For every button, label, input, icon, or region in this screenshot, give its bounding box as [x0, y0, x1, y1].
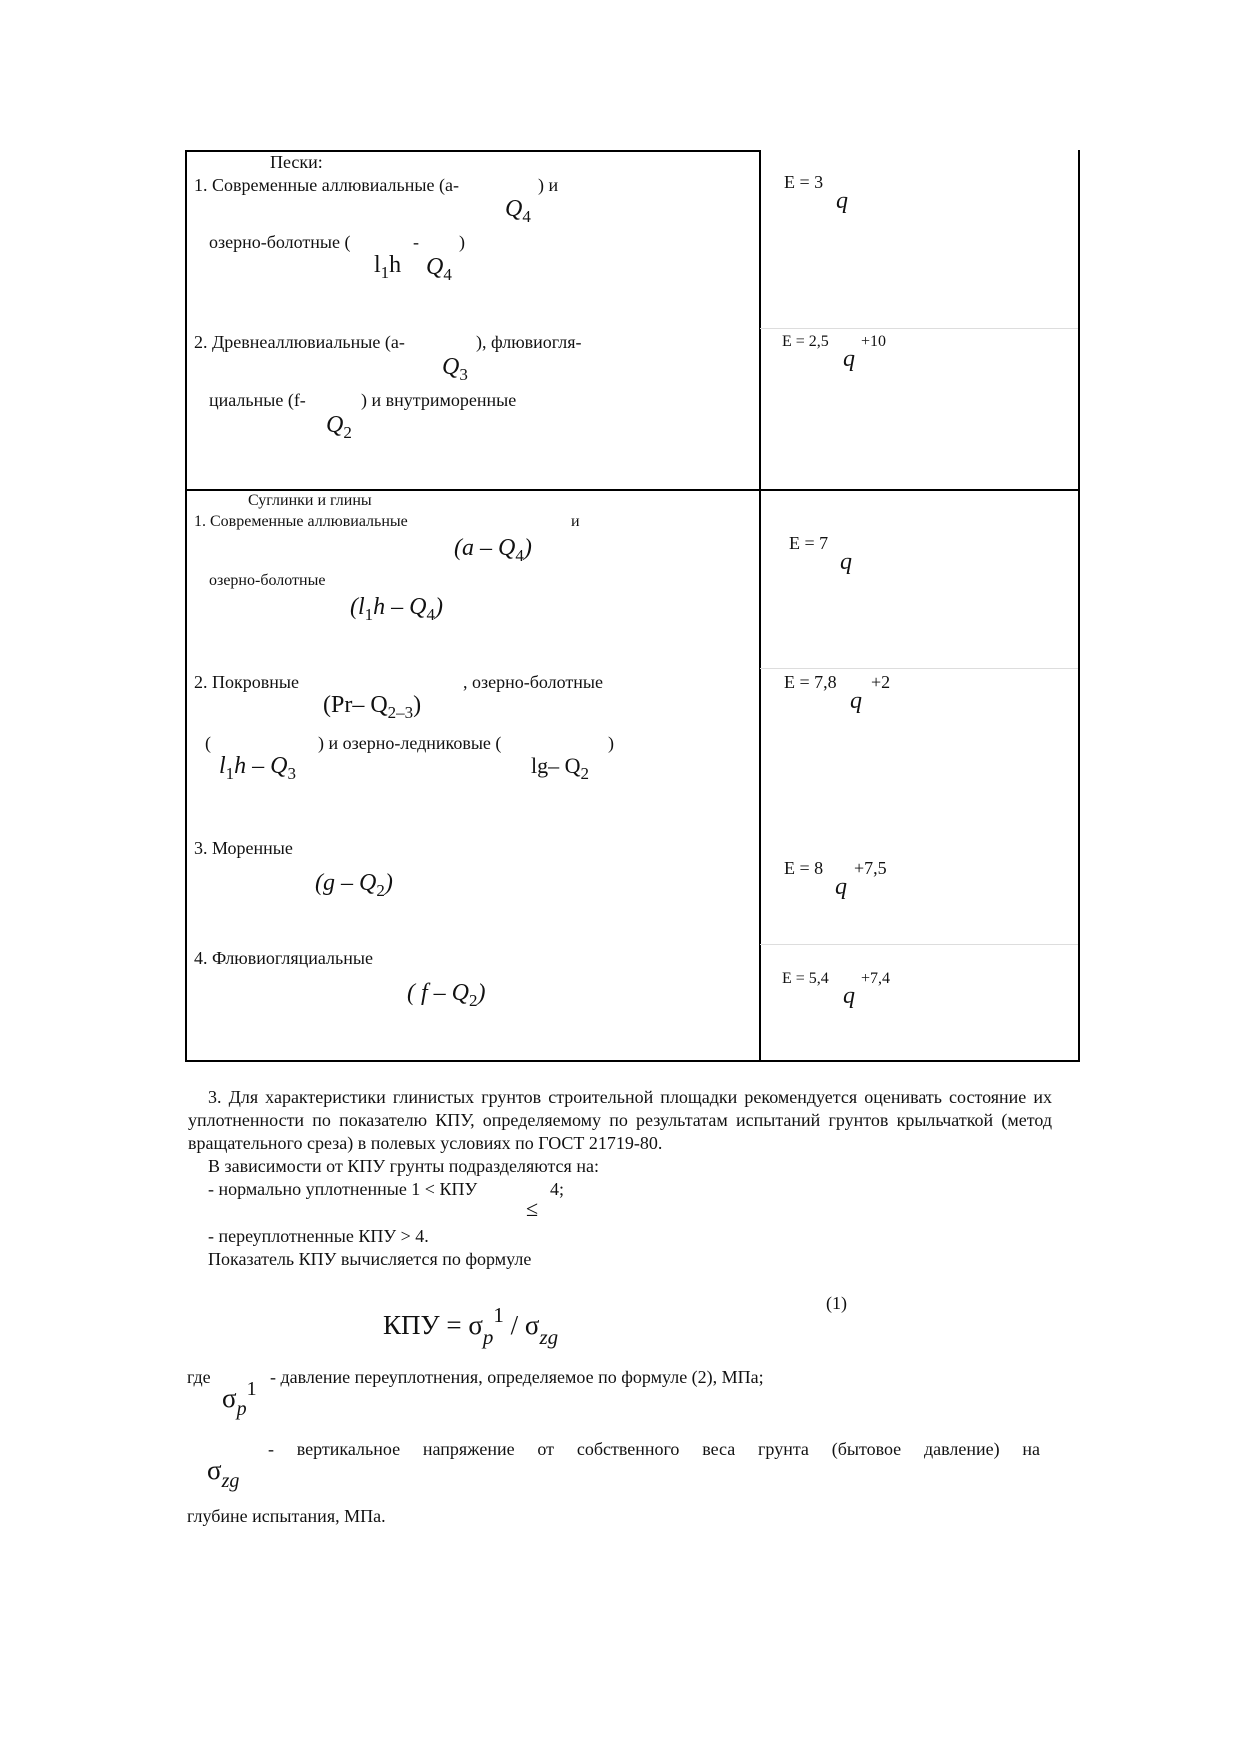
clays-row3-plus: +7,5 [854, 858, 887, 878]
clays-row2-line2-open: ( [205, 733, 211, 753]
paragraph-formula-intro: Показатель КПУ вычисляется по формуле [208, 1249, 532, 1269]
sigma-zg-symbol [207, 1455, 240, 1492]
formula-text: (Pr– Q [323, 692, 388, 718]
equation-number: (1) [826, 1293, 847, 1313]
clays-row1-formula-b [350, 594, 444, 624]
clays-row2-line1-end: , озерно-болотные [463, 672, 603, 692]
subscript: 2 [343, 423, 352, 442]
subscript: 2 [469, 991, 478, 1010]
clays-row3-value: E = 8 [784, 858, 824, 878]
sands-row1-line2-dash: - [413, 232, 419, 252]
l-symbol: l [374, 252, 381, 278]
sands-row1-line2-end: ) [459, 232, 465, 252]
sands-row1-l1h [374, 252, 402, 282]
q-symbol: Q [505, 196, 523, 222]
clays-row1-line1: 1. Современные аллювиальные [194, 513, 408, 530]
sands-row1-value: E = 3 [784, 172, 824, 192]
q-symbol: Q [426, 254, 444, 280]
clays-row2-formula-c [531, 753, 589, 783]
table-divider-vertical [759, 150, 761, 1062]
q-symbol: Q [442, 354, 460, 380]
sands-row1-q4 [505, 196, 531, 226]
sands-header: Пески: [270, 152, 323, 172]
definition-sigma-p: - давление переуплотнения, определяемое по формуле (2), МПа; [270, 1367, 764, 1387]
sands-row2-q-var: q [843, 346, 855, 372]
superscript: 1 [246, 1378, 257, 1400]
subscript: 3 [287, 764, 297, 783]
clays-row4-q-var: q [843, 983, 855, 1009]
sands-row2-line2: циальные (f- [209, 390, 306, 410]
clays-row4-line1: 4. Флювиогляциальные [194, 948, 373, 968]
paragraph-kpu-classes: В зависимости от КПУ грунты подразделяются на: [208, 1156, 599, 1176]
formula-text: КПУ = σ [383, 1310, 483, 1340]
list-item-normal-end: 4; [550, 1179, 565, 1199]
sigma-symbol: σ [222, 1383, 237, 1413]
sigma-p-symbol [222, 1378, 257, 1420]
clays-row2-value: E = 7,8 [784, 672, 837, 692]
table-divider-horizontal [185, 489, 1080, 491]
subscript: p [236, 1398, 247, 1420]
clays-row1-value: E = 7 [789, 533, 829, 553]
list-item-normal: - нормально уплотненные 1 < КПУ [208, 1179, 478, 1199]
subscript: 3 [459, 365, 468, 384]
formula-text: h – Q [234, 753, 288, 779]
formula-text: ) [413, 692, 422, 718]
formula-text: ( f – Q [407, 980, 469, 1006]
kpu-formula [383, 1303, 559, 1349]
clays-row4-formula [407, 980, 486, 1010]
clays-row2-line2-end: ) [608, 733, 614, 753]
subscript: 4 [515, 546, 524, 565]
subscript: 2 [376, 881, 385, 900]
subscript: 2–3 [387, 703, 414, 722]
clays-row4-value: E = 5,4 [782, 970, 829, 987]
clays-row2-formula-b [219, 753, 297, 783]
sands-row1-line1-end: ) и [538, 175, 559, 195]
formula-text: h – Q [373, 594, 427, 620]
sigma-symbol: σ [207, 1455, 222, 1485]
subscript: zg [221, 1470, 240, 1492]
cell-separator [760, 328, 1078, 329]
formula-text: ) [435, 594, 444, 620]
clays-header: Суглинки и глины [248, 492, 372, 509]
h-symbol: h [389, 252, 402, 278]
q-symbol: Q [326, 412, 344, 438]
clays-row2-line1: 2. Покровные [194, 672, 299, 692]
list-item-over: - переуплотненные КПУ > 4. [208, 1226, 429, 1246]
sands-row2-line1-end: ), флювиогля- [476, 332, 582, 352]
paragraph-kpu-intro: 3. Для характеристики глинистых грунтов строительной площадки рекомендуется оценивать состояние их уплотненности по показателю КПУ, определяемому по результатам испытаний грунтов крыльчаткой (метод вращательного среза) в полевых условиях по ГОСТ 21719-80. [188, 1087, 1052, 1153]
subscript: 4 [426, 605, 436, 624]
where-label: где [187, 1367, 211, 1387]
subscript: 1 [364, 605, 374, 624]
subscript: zg [539, 1325, 559, 1349]
subscript: 1 [380, 263, 390, 282]
sands-row2-line1: 2. Древнеаллювиальные (a- [194, 332, 405, 352]
definition-sigma-zg: - вертикальное напряжение от собственного веса грунта (бытовое давление) на [268, 1439, 1040, 1459]
clays-row2-formula-a [323, 692, 422, 722]
sands-row1-line2: озерно-болотные ( [209, 232, 351, 252]
sands-row2-plus: +10 [861, 333, 887, 350]
formula-text: ) [384, 870, 393, 896]
clays-row1-formula-a [454, 535, 532, 565]
formula-text: (a – Q [454, 535, 516, 561]
sands-row2-q2 [326, 412, 352, 442]
cell-separator [760, 944, 1078, 945]
subscript: 1 [225, 764, 235, 783]
clays-row3-q-var: q [835, 874, 847, 900]
formula-text: / σ [503, 1310, 540, 1340]
formula-text: ) [523, 535, 532, 561]
formula-text: ) [477, 980, 486, 1006]
sands-row1-q-var: q [836, 188, 848, 214]
cell-separator [760, 668, 1078, 669]
clays-row4-plus: +7,4 [861, 970, 891, 987]
formula-text: (l [350, 594, 365, 620]
subscript: 2 [580, 764, 589, 783]
table-border-bottom [185, 1060, 1080, 1062]
clays-row3-formula [315, 870, 393, 900]
subscript: p [482, 1325, 494, 1349]
clays-row1-line2: озерно-болотные [209, 572, 326, 589]
formula-text: (g – Q [315, 870, 377, 896]
le-symbol: ≤ [526, 1196, 539, 1221]
formula-text: lg– Q [531, 753, 581, 778]
clays-row2-plus: +2 [871, 672, 891, 692]
clays-row2-q-var: q [850, 688, 862, 714]
formula-text: l [219, 753, 226, 779]
clays-row3-line1: 3. Моренные [194, 838, 293, 858]
sands-row1-q4-b [426, 254, 452, 284]
definition-sigma-zg-cont: глубине испытания, МПа. [187, 1506, 386, 1526]
sands-row2-line2-end: ) и внутриморенные [361, 390, 517, 410]
clays-row2-line2-mid: ) и озерно-ледниковые ( [318, 733, 502, 753]
clays-row1-and: и [571, 513, 580, 530]
subscript: 4 [522, 207, 531, 226]
subscript: 4 [443, 265, 452, 284]
clays-row1-q-var: q [840, 549, 852, 575]
sands-row2-q3 [442, 354, 468, 384]
table-border-right [1078, 150, 1080, 1062]
superscript: 1 [493, 1303, 504, 1327]
sands-row1-line1: 1. Современные аллювиальные (a- [194, 175, 459, 195]
sands-row2-value: E = 2,5 [782, 333, 829, 350]
table-border-left [185, 150, 187, 1062]
